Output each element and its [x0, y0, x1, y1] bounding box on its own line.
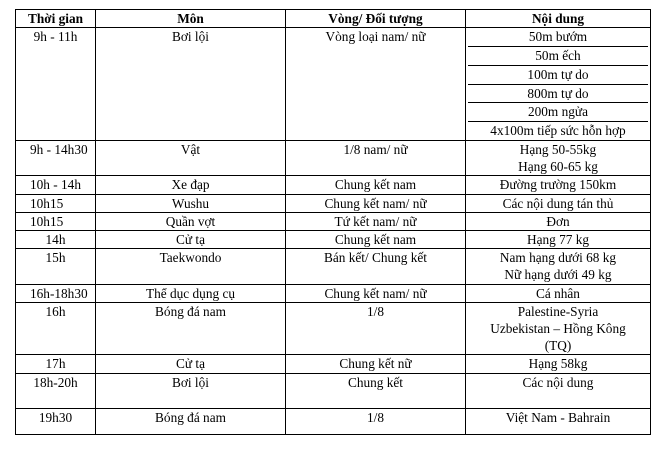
cell-sport: Vật — [96, 140, 286, 175]
table-row — [16, 302, 651, 355]
content-line: Các nội dung tán thủ — [502, 195, 614, 211]
cell-sport: Quần vợt — [96, 212, 286, 230]
table-row — [16, 355, 651, 373]
cell-content — [466, 28, 651, 141]
cell-round: Chung kết — [286, 373, 466, 408]
cell-content — [466, 140, 651, 175]
table-row — [16, 28, 651, 141]
cell-content — [466, 284, 651, 302]
content-line: Các nội dung — [522, 374, 594, 390]
table-row — [16, 140, 651, 175]
cell-time: 18h-20h — [16, 373, 96, 408]
cell-round: Tứ kết nam/ nữ — [286, 212, 466, 230]
cell-round: 1/8 — [286, 302, 466, 355]
content-line: 100m tự do — [468, 65, 648, 84]
schedule-table — [15, 9, 651, 435]
table-row — [16, 373, 651, 408]
content-line: 50m ếch — [468, 46, 648, 65]
cell-content — [466, 231, 651, 249]
cell-round: 1/8 — [286, 408, 466, 434]
cell-time: 16h — [16, 302, 96, 355]
content-line: Uzbekistan – Hồng Kông — [490, 321, 626, 337]
cell-time: 10h15 — [16, 194, 96, 212]
content-line: 4x100m tiếp sức hỗn hợp — [468, 121, 648, 140]
cell-time: 17h — [16, 355, 96, 373]
cell-sport: Bóng đá nam — [96, 302, 286, 355]
cell-content — [466, 212, 651, 230]
cell-time: 16h-18h30 — [16, 284, 96, 302]
table-row — [16, 176, 651, 194]
header-round: Vòng/ Đối tượng — [286, 10, 466, 28]
cell-sport: Cử tạ — [96, 231, 286, 249]
header-time: Thời gian — [16, 10, 96, 28]
cell-time: 10h - 14h — [16, 176, 96, 194]
content-line: Hạng 50-55kg — [519, 141, 597, 157]
cell-sport: Bơi lội — [96, 28, 286, 141]
cell-content — [466, 194, 651, 212]
cell-sport: Bơi lội — [96, 373, 286, 408]
cell-content — [466, 408, 651, 434]
cell-time: 10h15 — [16, 212, 96, 230]
cell-sport: Thể dục dụng cụ — [96, 284, 286, 302]
content-line: Nữ hạng dưới 49 kg — [504, 267, 612, 283]
content-line: Đường trường 150km — [499, 177, 617, 193]
table-row — [16, 284, 651, 302]
cell-content — [466, 355, 651, 373]
cell-time: 15h — [16, 249, 96, 284]
cell-sport: Xe đạp — [96, 176, 286, 194]
cell-content — [466, 249, 651, 284]
header-sport: Môn — [96, 10, 286, 28]
cell-round: Chung kết nam — [286, 231, 466, 249]
content-line: Hạng 58kg — [528, 356, 588, 372]
cell-round: Vòng loại nam/ nữ — [286, 28, 466, 141]
table-row — [16, 249, 651, 284]
content-line: Hạng 77 kg — [526, 232, 590, 247]
cell-sport: Cử tạ — [96, 355, 286, 373]
cell-round: Bán kết/ Chung kết — [286, 249, 466, 284]
content-line: Đơn — [546, 213, 570, 229]
cell-content — [466, 176, 651, 194]
content-line: 800m tự do — [468, 84, 648, 103]
cell-content — [466, 302, 651, 355]
table-header-row — [16, 10, 651, 28]
content-line: Hạng 60-65 kg — [518, 159, 598, 175]
header-content: Nội dung — [466, 10, 651, 28]
cell-sport: Bóng đá nam — [96, 408, 286, 434]
table-row — [16, 408, 651, 434]
table-row — [16, 194, 651, 212]
cell-round: Chung kết nam — [286, 176, 466, 194]
content-line: Cá nhân — [536, 285, 580, 301]
content-line: (TQ) — [544, 338, 572, 354]
cell-sport: Taekwondo — [96, 249, 286, 284]
table-row — [16, 212, 651, 230]
table-row — [16, 231, 651, 249]
cell-time: 19h30 — [16, 408, 96, 434]
content-line: Palestine-Syria — [517, 303, 599, 319]
cell-content — [466, 373, 651, 408]
cell-time: 9h - 14h30 — [16, 140, 96, 175]
cell-round: Chung kết nam/ nữ — [286, 194, 466, 212]
content-line: 200m ngửa — [468, 102, 648, 121]
content-line: 50m bướm — [528, 29, 588, 45]
cell-time: 14h — [16, 231, 96, 249]
cell-round: 1/8 nam/ nữ — [286, 140, 466, 175]
content-line: Nam hạng dưới 68 kg — [499, 250, 617, 266]
cell-round: Chung kết nữ — [286, 355, 466, 373]
cell-sport: Wushu — [96, 194, 286, 212]
cell-round: Chung kết nam/ nữ — [286, 284, 466, 302]
content-line: Việt Nam - Bahrain — [505, 409, 611, 425]
cell-time: 9h - 11h — [16, 28, 96, 141]
